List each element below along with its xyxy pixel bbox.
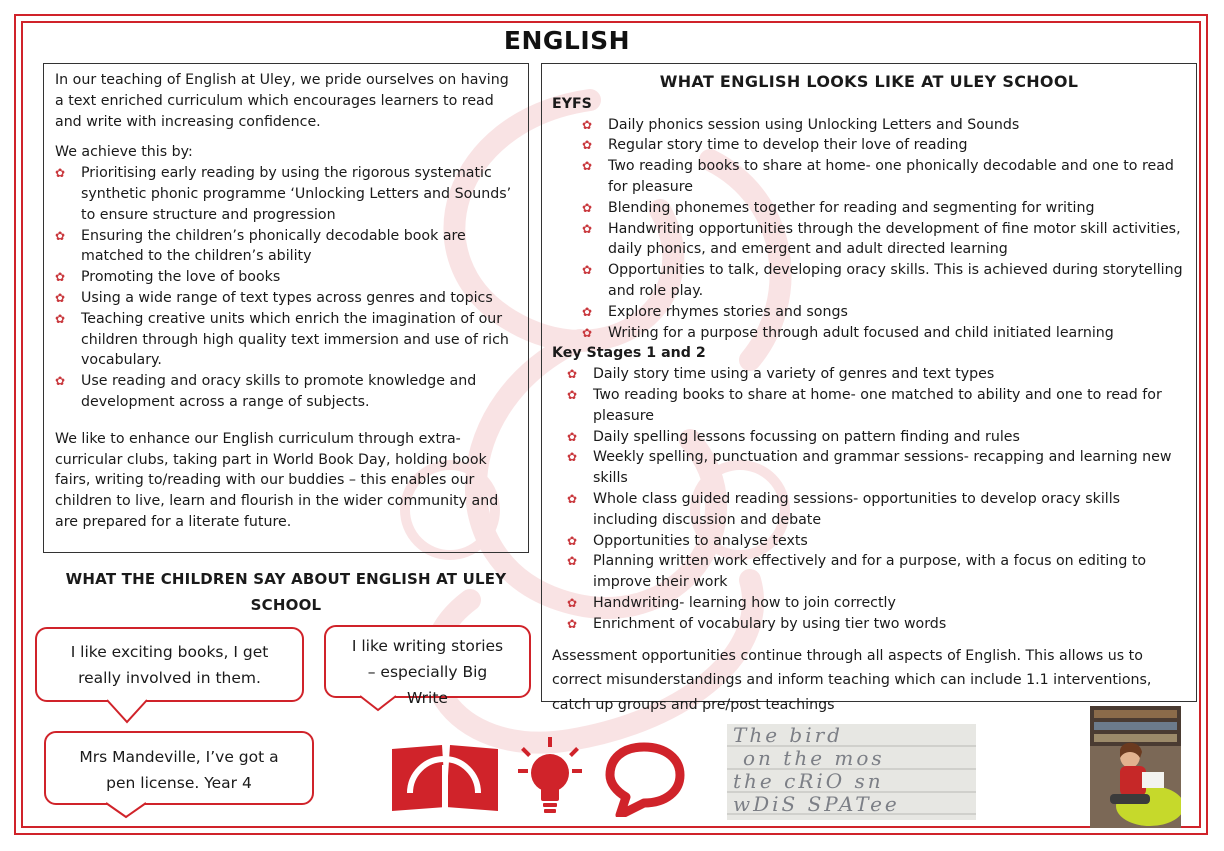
quote-bubble-3 [44, 731, 314, 805]
list-item: ✿ Whole class guided reading sessions- opportunities to develop oracy skills including discussion and debate [567, 490, 1121, 528]
flower-bullet-icon: ✿ [582, 200, 593, 215]
flower-bullet-icon: ✿ [582, 159, 593, 174]
flower-bullet-icon: ✿ [567, 533, 578, 548]
handwriting-line: wDiS SPATee [733, 792, 900, 816]
list-item: ✿ Ensuring the children’s phonically decodable book are matched to the children’s ability [55, 227, 466, 265]
quote-text: I like writing stories – especially Big Write [351, 637, 504, 707]
list-item: ✿ Two reading books to share at home- one matched to ability and one to read for pleasure [567, 386, 1162, 424]
flower-bullet-icon: ✿ [582, 263, 593, 278]
flower-bullet-icon: ✿ [567, 387, 578, 402]
list-item: ✿ Daily story time using a variety of genres and text types [567, 364, 1186, 385]
bubble-tail [106, 803, 146, 819]
enrichment-paragraph: We like to enhance our English curriculum through extra-curricular clubs, taking part in World Book Day, holding book fairs, writing to/reading with our buddies – this enables our children to live, learn and flourish in the wider community and are prepared for a literate future. [55, 430, 499, 530]
quote-text: I like exciting books, I get really involved in them. [70, 643, 269, 687]
page-title: ENGLISH [503, 26, 631, 55]
quote-bubble-2 [324, 625, 531, 707]
intro-lead: We achieve this by: [55, 144, 193, 161]
flower-bullet-icon: ✿ [55, 270, 66, 285]
quote-bubble-1 [35, 627, 304, 702]
quote-text: Mrs Mandeville, I’ve got a pen license. Year 4 [79, 748, 279, 792]
list-item: ✿ Using a wide range of text types across genres and topics [55, 288, 518, 309]
flower-bullet-icon: ✿ [582, 325, 593, 340]
eyfs-heading: EYFS [552, 95, 592, 112]
list-item: ✿ Use reading and oracy skills to promote knowledge and development across a range of subjects. [55, 373, 477, 410]
flower-bullet-icon: ✿ [567, 616, 578, 631]
book-icon [392, 745, 498, 811]
flower-bullet-icon: ✿ [567, 491, 578, 506]
flower-bullet-icon: ✿ [582, 117, 593, 132]
flower-bullet-icon: ✿ [567, 595, 578, 610]
child-reading-photo [1090, 706, 1181, 828]
list-item: ✿ Regular story time to develop their love of reading [582, 135, 1186, 156]
flower-bullet-icon: ✿ [567, 367, 578, 382]
lightbulb-icon [518, 737, 582, 813]
intro-list [55, 163, 518, 413]
list-item: ✿ Daily spelling lessons focussing on pattern finding and rules [567, 427, 1186, 448]
bubble-tail [360, 696, 396, 712]
flower-bullet-icon: ✿ [55, 166, 66, 181]
flower-bullet-icon: ✿ [55, 228, 66, 243]
list-item: ✿ Planning written work effectively and for a purpose, with a focus on editing to improve their work [567, 553, 1147, 591]
list-item: ✿ Enrichment of vocabulary by using tier two words [567, 614, 1186, 635]
key-stages-list [552, 364, 1186, 634]
list-item: ✿ Prioritising early reading by using the rigorous systematic synthetic phonic programme ‘Unlocking Letters and Sounds’ to ensure structure and progression [55, 165, 512, 223]
handwriting-line: The bird [733, 724, 843, 747]
list-item: ✿ Teaching creative units which enrich the imagination of our children through high quality text immersion and use of rich vocabulary. [55, 310, 509, 369]
intro-panel [43, 63, 529, 553]
handwriting-line: the cRiO sn [733, 769, 884, 793]
intro-paragraph: In our teaching of English at Uley, we pride ourselves on having a text enriched curriculum which encourages learners to read and write with increasing confidence. [55, 72, 509, 130]
children-say-heading: WHAT THE CHILDREN SAY ABOUT ENGLISH AT ULEY SCHOOL [65, 570, 507, 614]
list-item: ✿ Two reading books to share at home- one phonically decodable and one to read for pleasure [582, 158, 1174, 195]
icon-row [390, 735, 690, 817]
list-item: ✿ Opportunities to analyse texts [567, 531, 1186, 552]
list-item: ✿ Handwriting- learning how to join correctly [567, 593, 1186, 614]
looks-like-heading: WHAT ENGLISH LOOKS LIKE AT ULEY SCHOOL [659, 72, 1079, 91]
looks-like-panel [541, 63, 1197, 713]
key-stages-heading: Key Stages 1 and 2 [552, 345, 706, 362]
list-item: ✿ Handwriting opportunities through the development of fine motor skill activities, daily phonics, and emergent and adult directed learning [582, 220, 1181, 258]
list-item: ✿ Weekly spelling, punctuation and grammar sessions- recapping and learning new skills [567, 449, 1172, 487]
flower-bullet-icon: ✿ [55, 290, 66, 305]
bubble-tail [107, 700, 147, 724]
flower-bullet-icon: ✿ [582, 221, 593, 236]
assessment-paragraph: Assessment opportunities continue through all aspects of English. This allows us to correct misunderstandings and inform teaching which can include 1.1 interventions, catch up groups and pre/post teachings [552, 647, 1152, 713]
flower-bullet-icon: ✿ [582, 138, 593, 153]
list-item: ✿ Opportunities to talk, developing oracy skills. This is achieved during storytelling and role play. [582, 262, 1183, 299]
speech-bubble-icon [610, 747, 680, 815]
flower-bullet-icon: ✿ [55, 374, 66, 389]
list-item: ✿ Writing for a purpose through adult focused and child initiated learning [582, 323, 1186, 344]
eyfs-list [552, 115, 1186, 344]
list-item: ✿ Blending phonemes together for reading and segmenting for writing [582, 198, 1186, 219]
list-item: ✿ Explore rhymes stories and songs [582, 302, 1186, 323]
list-item: ✿ Promoting the love of books [55, 267, 518, 288]
flower-bullet-icon: ✿ [567, 450, 578, 465]
flower-bullet-icon: ✿ [567, 554, 578, 569]
list-item: ✿ Daily phonics session using Unlocking Letters and Sounds [582, 115, 1186, 136]
flower-bullet-icon: ✿ [55, 311, 66, 326]
flower-bullet-icon: ✿ [567, 429, 578, 444]
child-reading-illustration [1090, 706, 1181, 828]
flower-bullet-icon: ✿ [582, 304, 593, 319]
handwriting-line: on the mos [743, 746, 885, 770]
handwriting-sample-photo [727, 724, 976, 820]
